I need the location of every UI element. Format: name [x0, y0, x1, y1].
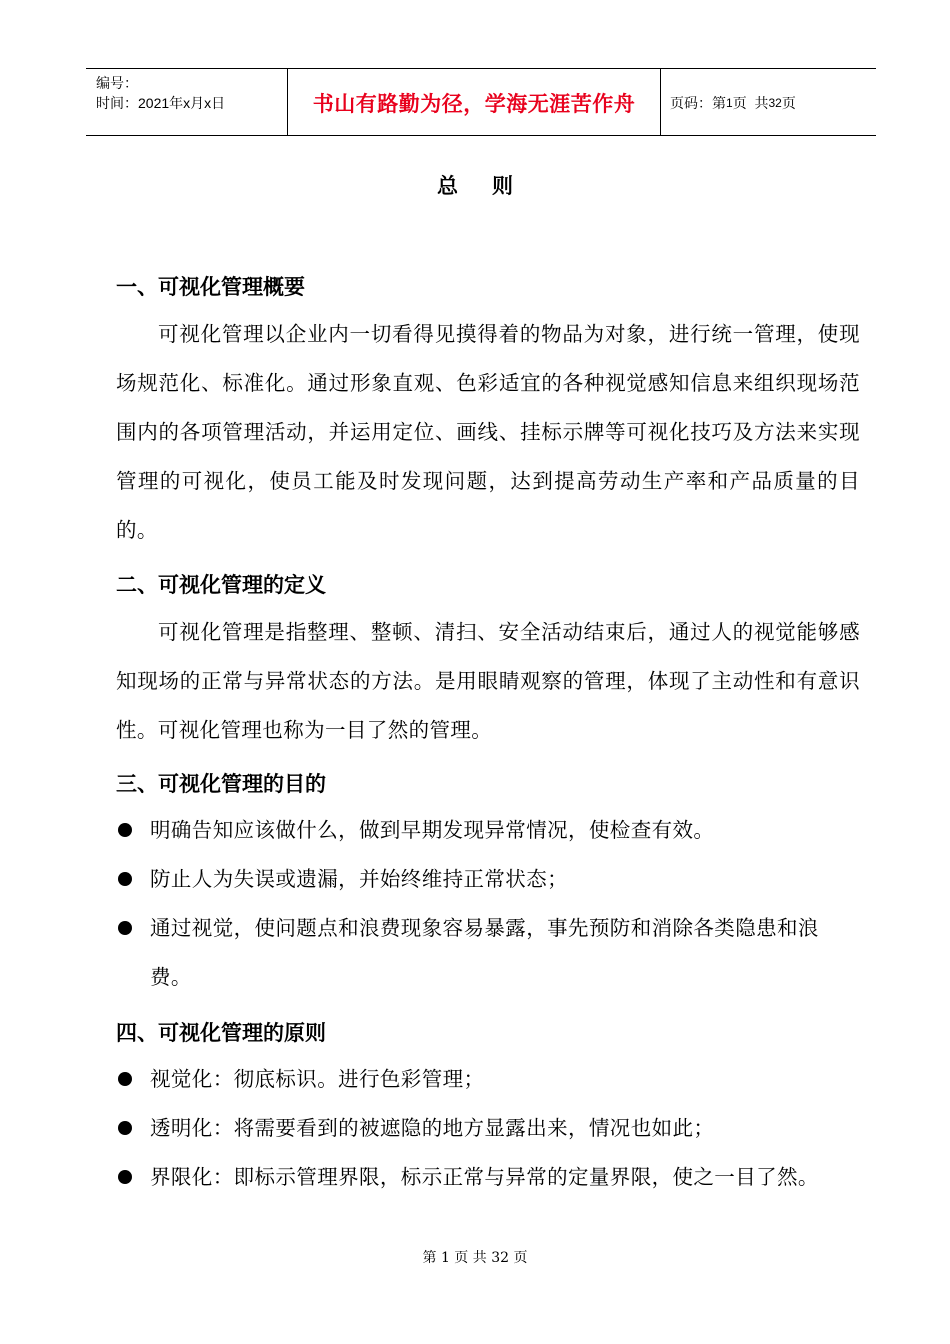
section-1-paragraph: 可视化管理以企业内一切看得见摸得着的物品为对象，进行统一管理，使现场规范化、标准化。通过形象直观、色彩适宜的各种视觉感知信息来组织现场范围内的各项管理活动，并运用定位、画线、挂标示牌等可视化技巧及方法来实现管理的可视化，使员工能及时发现问题，达到提高劳动生产率和产品质量的目的。 — [116, 322, 860, 542]
list-item-text: 视觉化：彻底标识。进行色彩管理； — [150, 1067, 485, 1091]
section-heading-1: 一、可视化管理概要 — [116, 275, 305, 299]
list-item-text: 防止人为失误或遗漏，并始终维持正常状态； — [150, 867, 568, 891]
number-label: 编号： — [96, 75, 138, 91]
page-footer: 第 1 页 共 32 页 — [422, 1250, 528, 1266]
bullet-icon — [118, 921, 132, 935]
bullet-icon — [118, 823, 132, 837]
list-item-text: 透明化：将需要看到的被遮隐的地方显露出来，情况也如此； — [150, 1116, 715, 1140]
bullet-icon — [118, 1072, 132, 1086]
time-label: 时间：2021年x月x日 — [96, 95, 226, 111]
header-divider — [660, 69, 661, 135]
title-char-2: 则 — [492, 174, 513, 198]
document-header — [86, 68, 876, 136]
section-heading-4: 四、可视化管理的原则 — [116, 1021, 326, 1045]
header-motto: 书山有路勤为径，学海无涯苦作舟 — [312, 91, 636, 116]
page-number: 1 — [726, 95, 733, 110]
list-item — [116, 855, 860, 904]
bullet-icon — [118, 1121, 132, 1135]
page-total: 32 — [768, 95, 782, 110]
list-item — [116, 1055, 860, 1104]
section-2-paragraph: 可视化管理是指整理、整顿、清扫、安全活动结束后，通过人的视觉能够感知现场的正常与异常状态的方法。是用眼睛观察的管理，体现了主动性和有意识性。可视化管理也称为一目了然的管理。 — [116, 620, 860, 742]
section-heading-3: 三、可视化管理的目的 — [116, 772, 326, 796]
header-meta — [96, 73, 225, 113]
page-label: 页码：第 — [670, 94, 726, 111]
list-item — [116, 904, 860, 1002]
bullet-icon — [118, 872, 132, 886]
list-item-text: 明确告知应该做什么，做到早期发现异常情况，使检查有效。 — [150, 818, 715, 842]
header-page-info — [670, 69, 796, 136]
bullet-icon — [118, 1170, 132, 1184]
list-item — [116, 806, 860, 855]
list-item-text: 通过视觉，使问题点和浪费现象容易暴露，事先预防和消除各类隐患和浪费。 — [150, 916, 819, 989]
list-item-text: 界限化：即标示管理界限，标示正常与异常的定量界限，使之一目了然。 — [150, 1165, 819, 1189]
section-heading-2: 二、可视化管理的定义 — [116, 573, 326, 597]
page-title — [0, 170, 950, 200]
list-item — [116, 1153, 860, 1202]
title-char-1: 总 — [437, 174, 458, 198]
page-mid: 页 共 — [732, 94, 769, 111]
page-end: 页 — [781, 94, 796, 111]
list-item — [116, 1104, 860, 1153]
